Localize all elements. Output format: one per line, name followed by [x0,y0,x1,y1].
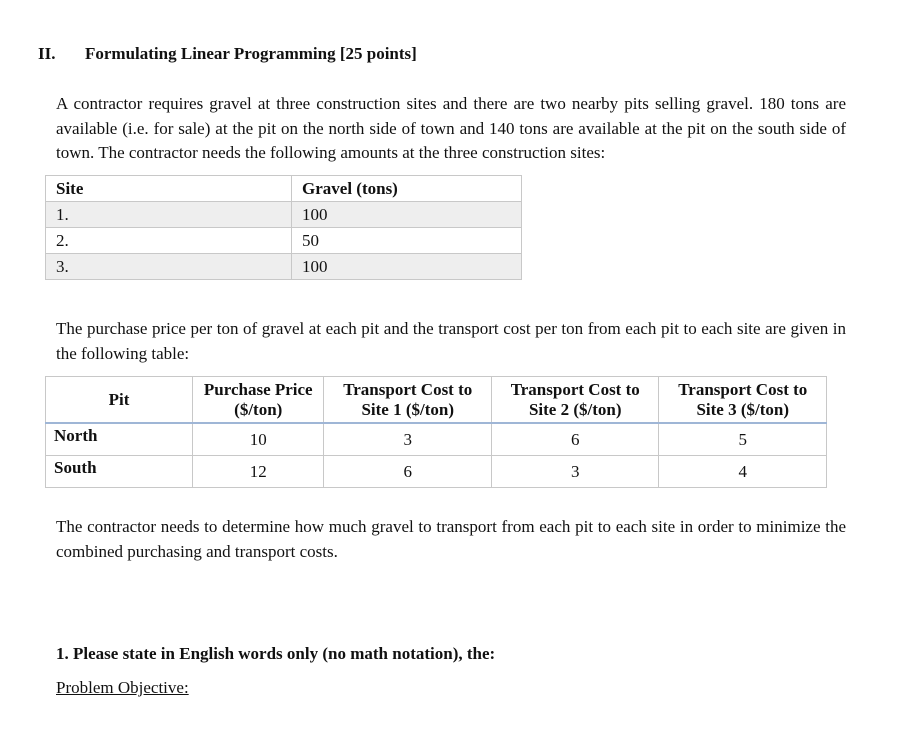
cost-table [45,376,827,488]
transport-site1-header: Transport Cost to Site 1 ($/ton) [324,377,492,424]
purchase-price-cell: 10 [193,423,324,456]
transport-site2-cell: 3 [491,456,659,488]
gravel-cell: 100 [292,202,522,228]
section-title: Formulating Linear Programming [25 points] [85,44,417,63]
goal-paragraph: The contractor needs to determine how much gravel to transport from each pit to each site in order to minimize the combined purchasing and transport costs. [56,517,846,561]
site-cell: 3. [46,254,292,280]
transport-site3-cell: 4 [659,456,827,488]
section-heading [38,44,417,64]
intro-paragraph: A contractor requires gravel at three construction sites and there are two nearby pits selling gravel. 180 tons are available (i.e. for sale) at the pit on the north side of town and 140 tons are available at the pit on the south side of town. The contractor needs the following amounts at the three construction sites: [56,94,846,162]
gravel-column-header: Gravel (tons) [292,176,522,202]
transport-site1-cell: 6 [324,456,492,488]
transport-site1-cell: 3 [324,423,492,456]
table-row [46,254,522,280]
transport-site3-cell: 5 [659,423,827,456]
objective-label: Problem Objective: [56,678,189,697]
transport-site2-header: Transport Cost to Site 2 ($/ton) [491,377,659,424]
question-prompt: 1. Please state in English words only (no math notation), the: [56,644,496,663]
pit-column-header: Pit [46,377,193,424]
table-row [46,423,827,456]
site-cell: 2. [46,228,292,254]
sites-table [45,175,522,280]
table-row [46,228,522,254]
site-cell: 1. [46,202,292,228]
site-column-header: Site [46,176,292,202]
table-row [46,456,827,488]
transport-site3-header: Transport Cost to Site 3 ($/ton) [659,377,827,424]
pit-cell: North [46,423,193,456]
table-row [46,202,522,228]
purchase-price-header: Purchase Price ($/ton) [193,377,324,424]
transport-site2-cell: 6 [491,423,659,456]
table-header-row [46,176,522,202]
pit-cell: South [46,456,193,488]
purchase-price-cell: 12 [193,456,324,488]
cost-intro-paragraph: The purchase price per ton of gravel at each pit and the transport cost per ton from each pit to each site are given in the following table: [56,319,846,363]
table-header-row [46,377,827,424]
gravel-cell: 100 [292,254,522,280]
section-number: II. [38,44,56,63]
gravel-cell: 50 [292,228,522,254]
